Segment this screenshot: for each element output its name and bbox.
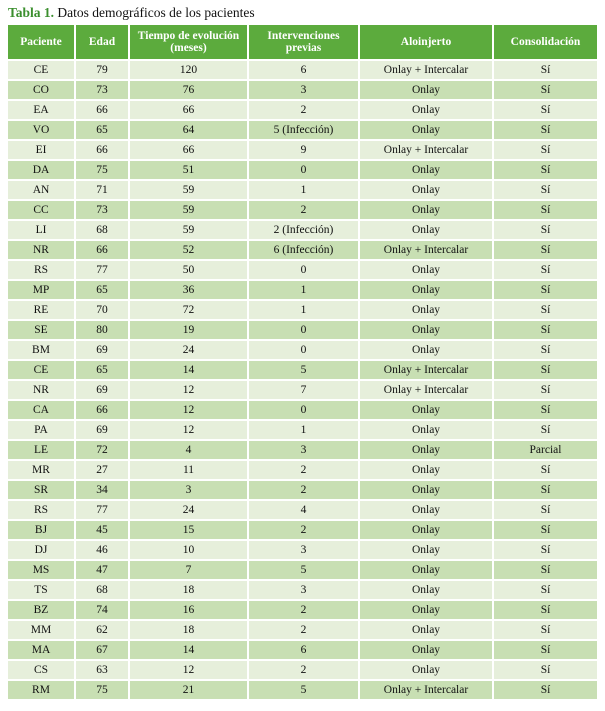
cell-edad: 66 [75,100,129,120]
cell-intervenciones-previas: 1 [248,300,359,320]
table-row [8,400,597,420]
cell-tiempo-evolucion: 18 [129,580,248,600]
table-row [8,340,597,360]
cell-aloinjerto: Onlay [359,440,493,460]
cell-aloinjerto: Onlay [359,200,493,220]
cell-aloinjerto: Onlay [359,320,493,340]
cell-aloinjerto: Onlay [359,340,493,360]
cell-intervenciones-previas: 2 [248,460,359,480]
cell-edad: 75 [75,680,129,700]
cell-edad: 63 [75,660,129,680]
cell-tiempo-evolucion: 59 [129,180,248,200]
cell-paciente: VO [8,120,75,140]
cell-intervenciones-previas: 2 [248,600,359,620]
cell-edad: 68 [75,580,129,600]
cell-paciente: NR [8,240,75,260]
cell-aloinjerto: Onlay [359,520,493,540]
cell-edad: 65 [75,280,129,300]
cell-consolidacion: Sí [493,680,597,700]
cell-tiempo-evolucion: 52 [129,240,248,260]
cell-edad: 62 [75,620,129,640]
cell-paciente: MR [8,460,75,480]
cell-paciente: BJ [8,520,75,540]
cell-paciente: SE [8,320,75,340]
cell-tiempo-evolucion: 7 [129,560,248,580]
cell-consolidacion: Sí [493,200,597,220]
cell-intervenciones-previas: 2 [248,480,359,500]
cell-paciente: CA [8,400,75,420]
cell-aloinjerto: Onlay [359,260,493,280]
cell-edad: 67 [75,640,129,660]
cell-aloinjerto: Onlay [359,480,493,500]
cell-paciente: RM [8,680,75,700]
caption-label: Tabla 1. [8,5,55,20]
cell-paciente: CC [8,200,75,220]
cell-aloinjerto: Onlay + Intercalar [359,380,493,400]
cell-tiempo-evolucion: 24 [129,500,248,520]
cell-tiempo-evolucion: 12 [129,660,248,680]
cell-intervenciones-previas: 3 [248,580,359,600]
cell-tiempo-evolucion: 12 [129,400,248,420]
cell-aloinjerto: Onlay [359,660,493,680]
cell-consolidacion: Sí [493,380,597,400]
cell-aloinjerto: Onlay [359,160,493,180]
cell-aloinjerto: Onlay [359,220,493,240]
table-row [8,560,597,580]
cell-aloinjerto: Onlay + Intercalar [359,360,493,380]
cell-intervenciones-previas: 1 [248,180,359,200]
cell-edad: 65 [75,120,129,140]
cell-aloinjerto: Onlay [359,80,493,100]
cell-edad: 72 [75,440,129,460]
cell-tiempo-evolucion: 16 [129,600,248,620]
cell-intervenciones-previas: 7 [248,380,359,400]
cell-intervenciones-previas: 6 [248,640,359,660]
cell-consolidacion: Sí [493,160,597,180]
cell-paciente: PA [8,420,75,440]
cell-intervenciones-previas: 0 [248,340,359,360]
cell-paciente: DJ [8,540,75,560]
cell-tiempo-evolucion: 120 [129,60,248,80]
cell-intervenciones-previas: 5 [248,680,359,700]
cell-paciente: MA [8,640,75,660]
cell-paciente: SR [8,480,75,500]
table-row [8,460,597,480]
cell-consolidacion: Sí [493,300,597,320]
cell-aloinjerto: Onlay + Intercalar [359,60,493,80]
cell-edad: 80 [75,320,129,340]
header-paciente: Paciente [8,25,75,60]
cell-aloinjerto: Onlay [359,580,493,600]
cell-paciente: AN [8,180,75,200]
cell-tiempo-evolucion: 15 [129,520,248,540]
cell-consolidacion: Parcial [493,440,597,460]
cell-edad: 66 [75,400,129,420]
cell-consolidacion: Sí [493,600,597,620]
cell-tiempo-evolucion: 3 [129,480,248,500]
cell-paciente: CS [8,660,75,680]
cell-tiempo-evolucion: 24 [129,340,248,360]
cell-consolidacion: Sí [493,520,597,540]
cell-tiempo-evolucion: 64 [129,120,248,140]
cell-aloinjerto: Onlay [359,120,493,140]
cell-edad: 66 [75,140,129,160]
cell-tiempo-evolucion: 19 [129,320,248,340]
cell-paciente: CE [8,60,75,80]
cell-paciente: TS [8,580,75,600]
cell-intervenciones-previas: 5 (Infección) [248,120,359,140]
table-row [8,520,597,540]
cell-tiempo-evolucion: 4 [129,440,248,460]
cell-edad: 75 [75,160,129,180]
cell-intervenciones-previas: 6 [248,60,359,80]
cell-tiempo-evolucion: 66 [129,140,248,160]
header-edad: Edad [75,25,129,60]
cell-consolidacion: Sí [493,480,597,500]
cell-tiempo-evolucion: 14 [129,360,248,380]
cell-consolidacion: Sí [493,620,597,640]
cell-edad: 34 [75,480,129,500]
cell-consolidacion: Sí [493,340,597,360]
cell-edad: 73 [75,80,129,100]
cell-intervenciones-previas: 1 [248,280,359,300]
table-row [8,120,597,140]
table-row [8,260,597,280]
cell-edad: 77 [75,260,129,280]
header-consolidacion: Consolidación [493,25,597,60]
cell-tiempo-evolucion: 14 [129,640,248,660]
cell-aloinjerto: Onlay [359,500,493,520]
cell-edad: 73 [75,200,129,220]
cell-paciente: MP [8,280,75,300]
cell-intervenciones-previas: 6 (Infección) [248,240,359,260]
table-row [8,420,597,440]
cell-tiempo-evolucion: 72 [129,300,248,320]
cell-edad: 74 [75,600,129,620]
cell-tiempo-evolucion: 21 [129,680,248,700]
cell-aloinjerto: Onlay [359,280,493,300]
header-tiempo-evolucion: Tiempo de evolución (meses) [129,25,248,60]
cell-tiempo-evolucion: 18 [129,620,248,640]
cell-paciente: EA [8,100,75,120]
cell-paciente: RS [8,500,75,520]
cell-tiempo-evolucion: 12 [129,380,248,400]
cell-consolidacion: Sí [493,560,597,580]
cell-paciente: RS [8,260,75,280]
cell-paciente: MM [8,620,75,640]
cell-intervenciones-previas: 5 [248,560,359,580]
cell-aloinjerto: Onlay + Intercalar [359,140,493,160]
table-row [8,580,597,600]
table-row [8,240,597,260]
cell-intervenciones-previas: 2 [248,200,359,220]
cell-consolidacion: Sí [493,180,597,200]
cell-intervenciones-previas: 0 [248,260,359,280]
table-row [8,660,597,680]
cell-edad: 45 [75,520,129,540]
cell-intervenciones-previas: 4 [248,500,359,520]
table-caption [8,5,255,21]
cell-consolidacion: Sí [493,100,597,120]
cell-edad: 69 [75,340,129,360]
table-row [8,380,597,400]
cell-aloinjerto: Onlay + Intercalar [359,240,493,260]
cell-aloinjerto: Onlay [359,560,493,580]
cell-paciente: LE [8,440,75,460]
cell-edad: 79 [75,60,129,80]
cell-consolidacion: Sí [493,460,597,480]
table-row [8,360,597,380]
table-row [8,600,597,620]
cell-paciente: CO [8,80,75,100]
cell-intervenciones-previas: 0 [248,320,359,340]
cell-edad: 71 [75,180,129,200]
header-row [8,25,597,60]
table-row [8,220,597,240]
cell-consolidacion: Sí [493,660,597,680]
table-row [8,140,597,160]
cell-edad: 69 [75,380,129,400]
table-row [8,280,597,300]
table-row [8,320,597,340]
table-row [8,540,597,560]
cell-consolidacion: Sí [493,260,597,280]
cell-tiempo-evolucion: 12 [129,420,248,440]
cell-consolidacion: Sí [493,80,597,100]
cell-edad: 66 [75,240,129,260]
cell-aloinjerto: Onlay [359,620,493,640]
table-row [8,60,597,80]
cell-intervenciones-previas: 0 [248,400,359,420]
cell-aloinjerto: Onlay [359,300,493,320]
cell-aloinjerto: Onlay [359,100,493,120]
cell-edad: 77 [75,500,129,520]
cell-intervenciones-previas: 2 [248,520,359,540]
cell-aloinjerto: Onlay [359,600,493,620]
table-row [8,200,597,220]
table-row [8,80,597,100]
cell-consolidacion: Sí [493,240,597,260]
cell-intervenciones-previas: 3 [248,440,359,460]
cell-consolidacion: Sí [493,60,597,80]
cell-paciente: RE [8,300,75,320]
cell-edad: 65 [75,360,129,380]
table-row [8,160,597,180]
cell-paciente: MS [8,560,75,580]
table-row [8,100,597,120]
cell-edad: 70 [75,300,129,320]
table-body [8,60,597,700]
table-row [8,500,597,520]
cell-intervenciones-previas: 3 [248,540,359,560]
cell-consolidacion: Sí [493,540,597,560]
cell-intervenciones-previas: 2 [248,620,359,640]
cell-consolidacion: Sí [493,640,597,660]
cell-consolidacion: Sí [493,140,597,160]
cell-intervenciones-previas: 1 [248,420,359,440]
cell-consolidacion: Sí [493,400,597,420]
cell-paciente: BZ [8,600,75,620]
cell-tiempo-evolucion: 36 [129,280,248,300]
cell-intervenciones-previas: 2 (Infección) [248,220,359,240]
cell-paciente: DA [8,160,75,180]
cell-paciente: NR [8,380,75,400]
table-row [8,620,597,640]
cell-intervenciones-previas: 9 [248,140,359,160]
cell-aloinjerto: Onlay [359,400,493,420]
cell-tiempo-evolucion: 76 [129,80,248,100]
cell-aloinjerto: Onlay + Intercalar [359,680,493,700]
cell-consolidacion: Sí [493,500,597,520]
caption-text: Datos demográficos de los pacientes [57,5,255,20]
cell-edad: 68 [75,220,129,240]
cell-consolidacion: Sí [493,360,597,380]
cell-intervenciones-previas: 2 [248,100,359,120]
cell-consolidacion: Sí [493,220,597,240]
cell-paciente: BM [8,340,75,360]
cell-intervenciones-previas: 5 [248,360,359,380]
cell-tiempo-evolucion: 10 [129,540,248,560]
table-row [8,300,597,320]
patient-demographics-table [8,25,597,701]
cell-tiempo-evolucion: 50 [129,260,248,280]
cell-tiempo-evolucion: 66 [129,100,248,120]
cell-edad: 27 [75,460,129,480]
cell-aloinjerto: Onlay [359,180,493,200]
header-intervenciones-previas: Intervenciones previas [248,25,359,60]
table-row [8,180,597,200]
cell-tiempo-evolucion: 59 [129,220,248,240]
cell-aloinjerto: Onlay [359,460,493,480]
cell-intervenciones-previas: 2 [248,660,359,680]
cell-paciente: CE [8,360,75,380]
table-row [8,440,597,460]
cell-consolidacion: Sí [493,580,597,600]
cell-tiempo-evolucion: 11 [129,460,248,480]
cell-consolidacion: Sí [493,280,597,300]
cell-paciente: EI [8,140,75,160]
cell-edad: 47 [75,560,129,580]
cell-aloinjerto: Onlay [359,540,493,560]
header-aloinjerto: Aloinjerto [359,25,493,60]
cell-consolidacion: Sí [493,120,597,140]
cell-edad: 69 [75,420,129,440]
cell-intervenciones-previas: 0 [248,160,359,180]
table-row [8,680,597,700]
cell-paciente: LI [8,220,75,240]
cell-edad: 46 [75,540,129,560]
cell-tiempo-evolucion: 51 [129,160,248,180]
table-row [8,640,597,660]
cell-aloinjerto: Onlay [359,420,493,440]
table-row [8,480,597,500]
cell-consolidacion: Sí [493,420,597,440]
cell-intervenciones-previas: 3 [248,80,359,100]
cell-aloinjerto: Onlay [359,640,493,660]
cell-tiempo-evolucion: 59 [129,200,248,220]
cell-consolidacion: Sí [493,320,597,340]
